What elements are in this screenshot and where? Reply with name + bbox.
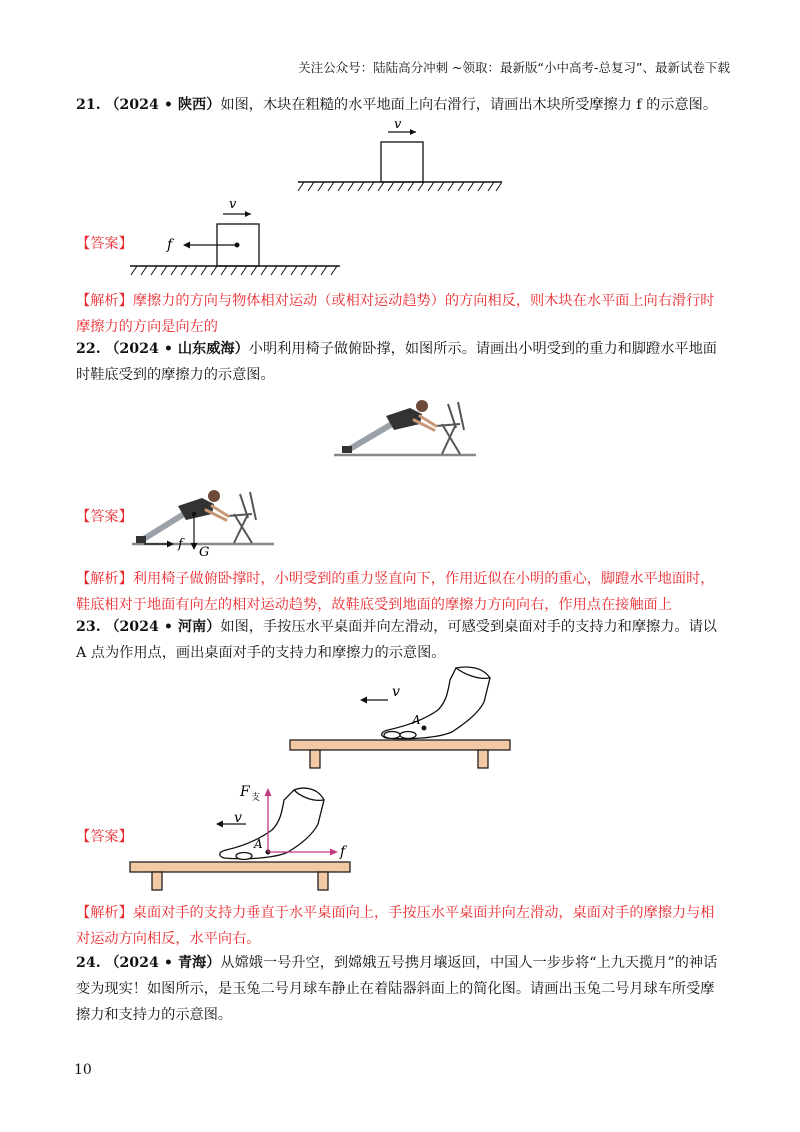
question-source: （2024 • 青海）	[105, 955, 221, 971]
table-leg	[478, 750, 488, 768]
analysis-label: 【解析】	[76, 905, 133, 921]
gravity-label: G	[199, 545, 210, 560]
question-number: 21.	[76, 97, 101, 113]
support-force-label: F	[240, 784, 250, 800]
q21-figure	[290, 112, 520, 197]
page-number: 10	[74, 1062, 92, 1078]
table-leg	[318, 872, 328, 890]
question-source: （2024 • 陕西）	[105, 97, 221, 113]
velocity-label: v	[394, 117, 402, 132]
friction-label: f	[340, 844, 346, 860]
question-22	[76, 336, 728, 388]
chair	[228, 492, 256, 543]
analysis-22	[76, 566, 728, 618]
question-source: （2024 • 河南）	[105, 619, 221, 635]
q22-figure	[330, 390, 480, 460]
answer-label: 【答案】	[76, 509, 133, 525]
table-leg	[152, 872, 162, 890]
question-text: 如图，手按压水平桌面并向左滑动，可感受到桌面对手的支持力和摩擦力。请以 A 点为作用点，画出桌面对手的支持力和摩擦力的示意图。	[76, 619, 717, 661]
analysis-21	[76, 288, 728, 340]
q21-answer-figure	[125, 195, 345, 280]
question-text: 小明利用椅子做俯卧撑，如图所示。请画出小明受到的重力和脚蹬水平地面时鞋底受到的摩擦力的示意图。	[76, 341, 717, 383]
person-pushup	[136, 490, 228, 543]
friction-label: f	[178, 537, 183, 552]
person-pushup	[342, 400, 436, 453]
q22-answer-figure	[128, 470, 278, 562]
question-source: （2024 • 山东威海）	[105, 341, 249, 357]
q23-answer-figure	[128, 776, 368, 896]
question-23	[76, 614, 728, 666]
table-top	[290, 740, 510, 750]
table-leg	[310, 750, 320, 768]
support-force-subscript: 支	[251, 793, 261, 803]
question-text: 如图，木块在粗糙的水平地面上向右滑行，请画出木块所受摩擦力 f 的示意图。	[220, 97, 718, 113]
question-text: 从嫦娥一号升空，到嫦娥五号携月壤返回，中国人一步步将“上九天揽月”的神话变为现实！如图所示，是玉兔二号月球车静止在着陆器斜面上的简化图。请画出玉兔二号月球车所受摩擦力和支持力的示意图。	[76, 955, 718, 1023]
analysis-label: 【解析】	[76, 571, 133, 587]
hand	[382, 667, 490, 739]
q23-figure	[288, 662, 513, 772]
wood-block	[381, 142, 423, 182]
friction-label: f	[167, 237, 173, 253]
analysis-label: 【解析】	[76, 293, 133, 309]
answer-label: 【答案】	[76, 829, 133, 845]
analysis-text: 摩擦力的方向与物体相对运动（或相对运动趋势）的方向相反，则木块在水平面上向右滑行时摩擦力的方向是向左的	[76, 293, 715, 335]
answer-label: 【答案】	[76, 236, 133, 252]
point-a-label: A	[412, 713, 421, 727]
velocity-label: v	[392, 684, 400, 700]
question-number: 24.	[76, 955, 101, 971]
analysis-text: 桌面对手的支持力垂直于水平桌面向上，手按压水平桌面并向左滑动，桌面对手的摩擦力与相对运动方向相反，水平向右。	[76, 905, 715, 947]
velocity-label: v	[234, 810, 242, 826]
velocity-label: v	[229, 197, 237, 212]
table-top	[130, 862, 350, 872]
analysis-23	[76, 900, 728, 952]
question-24	[76, 950, 728, 1028]
question-number: 23.	[76, 619, 101, 635]
analysis-text: 利用椅子做俯卧撑时，小明受到的重力竖直向下，作用近似在小明的重心，脚蹬水平地面时，鞋底相对于地面有向左的相对运动趋势，故鞋底受到地面的摩擦力方向向右，作用点在接触面上	[76, 571, 715, 613]
question-number: 22.	[76, 341, 101, 357]
point-a-label: A	[254, 837, 263, 851]
page-header: 关注公众号：陆陆高分冲刺 ~领取：最新版“小中高考-总复习”、最新试卷下载	[298, 60, 730, 75]
chair	[436, 402, 464, 454]
